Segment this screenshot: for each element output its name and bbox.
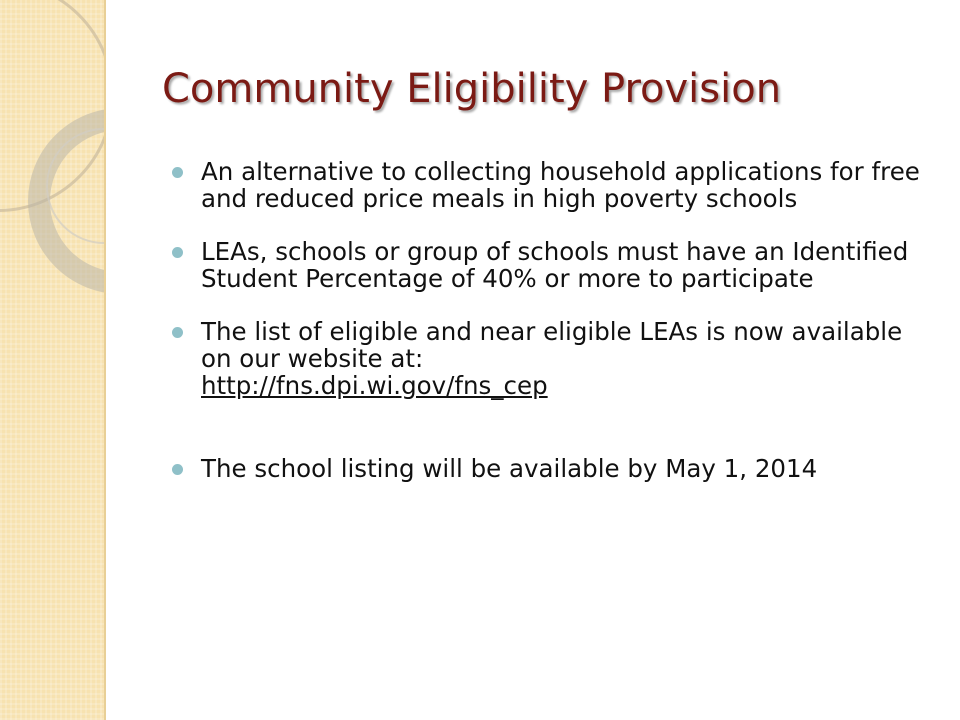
bullet-text: The list of eligible and near eligible LEAs is now available on our website at: [201,317,903,373]
bullet-text: An alternative to collecting household applications for free and reduced price meals in high poverty schools [201,157,920,213]
decorative-ring [0,0,106,212]
bullet-dot-icon [172,247,183,258]
bullet-item [172,455,932,482]
bullet-text: LEAs, schools or group of schools must have an Identified Student Percentage of 40% or more to participate [201,237,909,293]
bullet-item [172,158,932,212]
bullet-text: The school listing will be available by May 1, 2014 [201,454,818,483]
bullet-item [172,318,932,399]
bullet-dot-icon [172,167,183,178]
slide-title: Community Eligibility Provision [162,66,782,112]
bullet-item [172,238,932,292]
bullet-dot-icon [172,464,183,475]
decorative-ring [46,128,106,244]
band-edge [104,0,106,720]
bullet-dot-icon [172,327,183,338]
decorative-side-band [0,0,106,720]
cep-website-link[interactable]: http://fns.dpi.wi.gov/fns_cep [201,371,548,400]
decorative-ring [28,108,106,294]
bullet-list [172,158,932,482]
